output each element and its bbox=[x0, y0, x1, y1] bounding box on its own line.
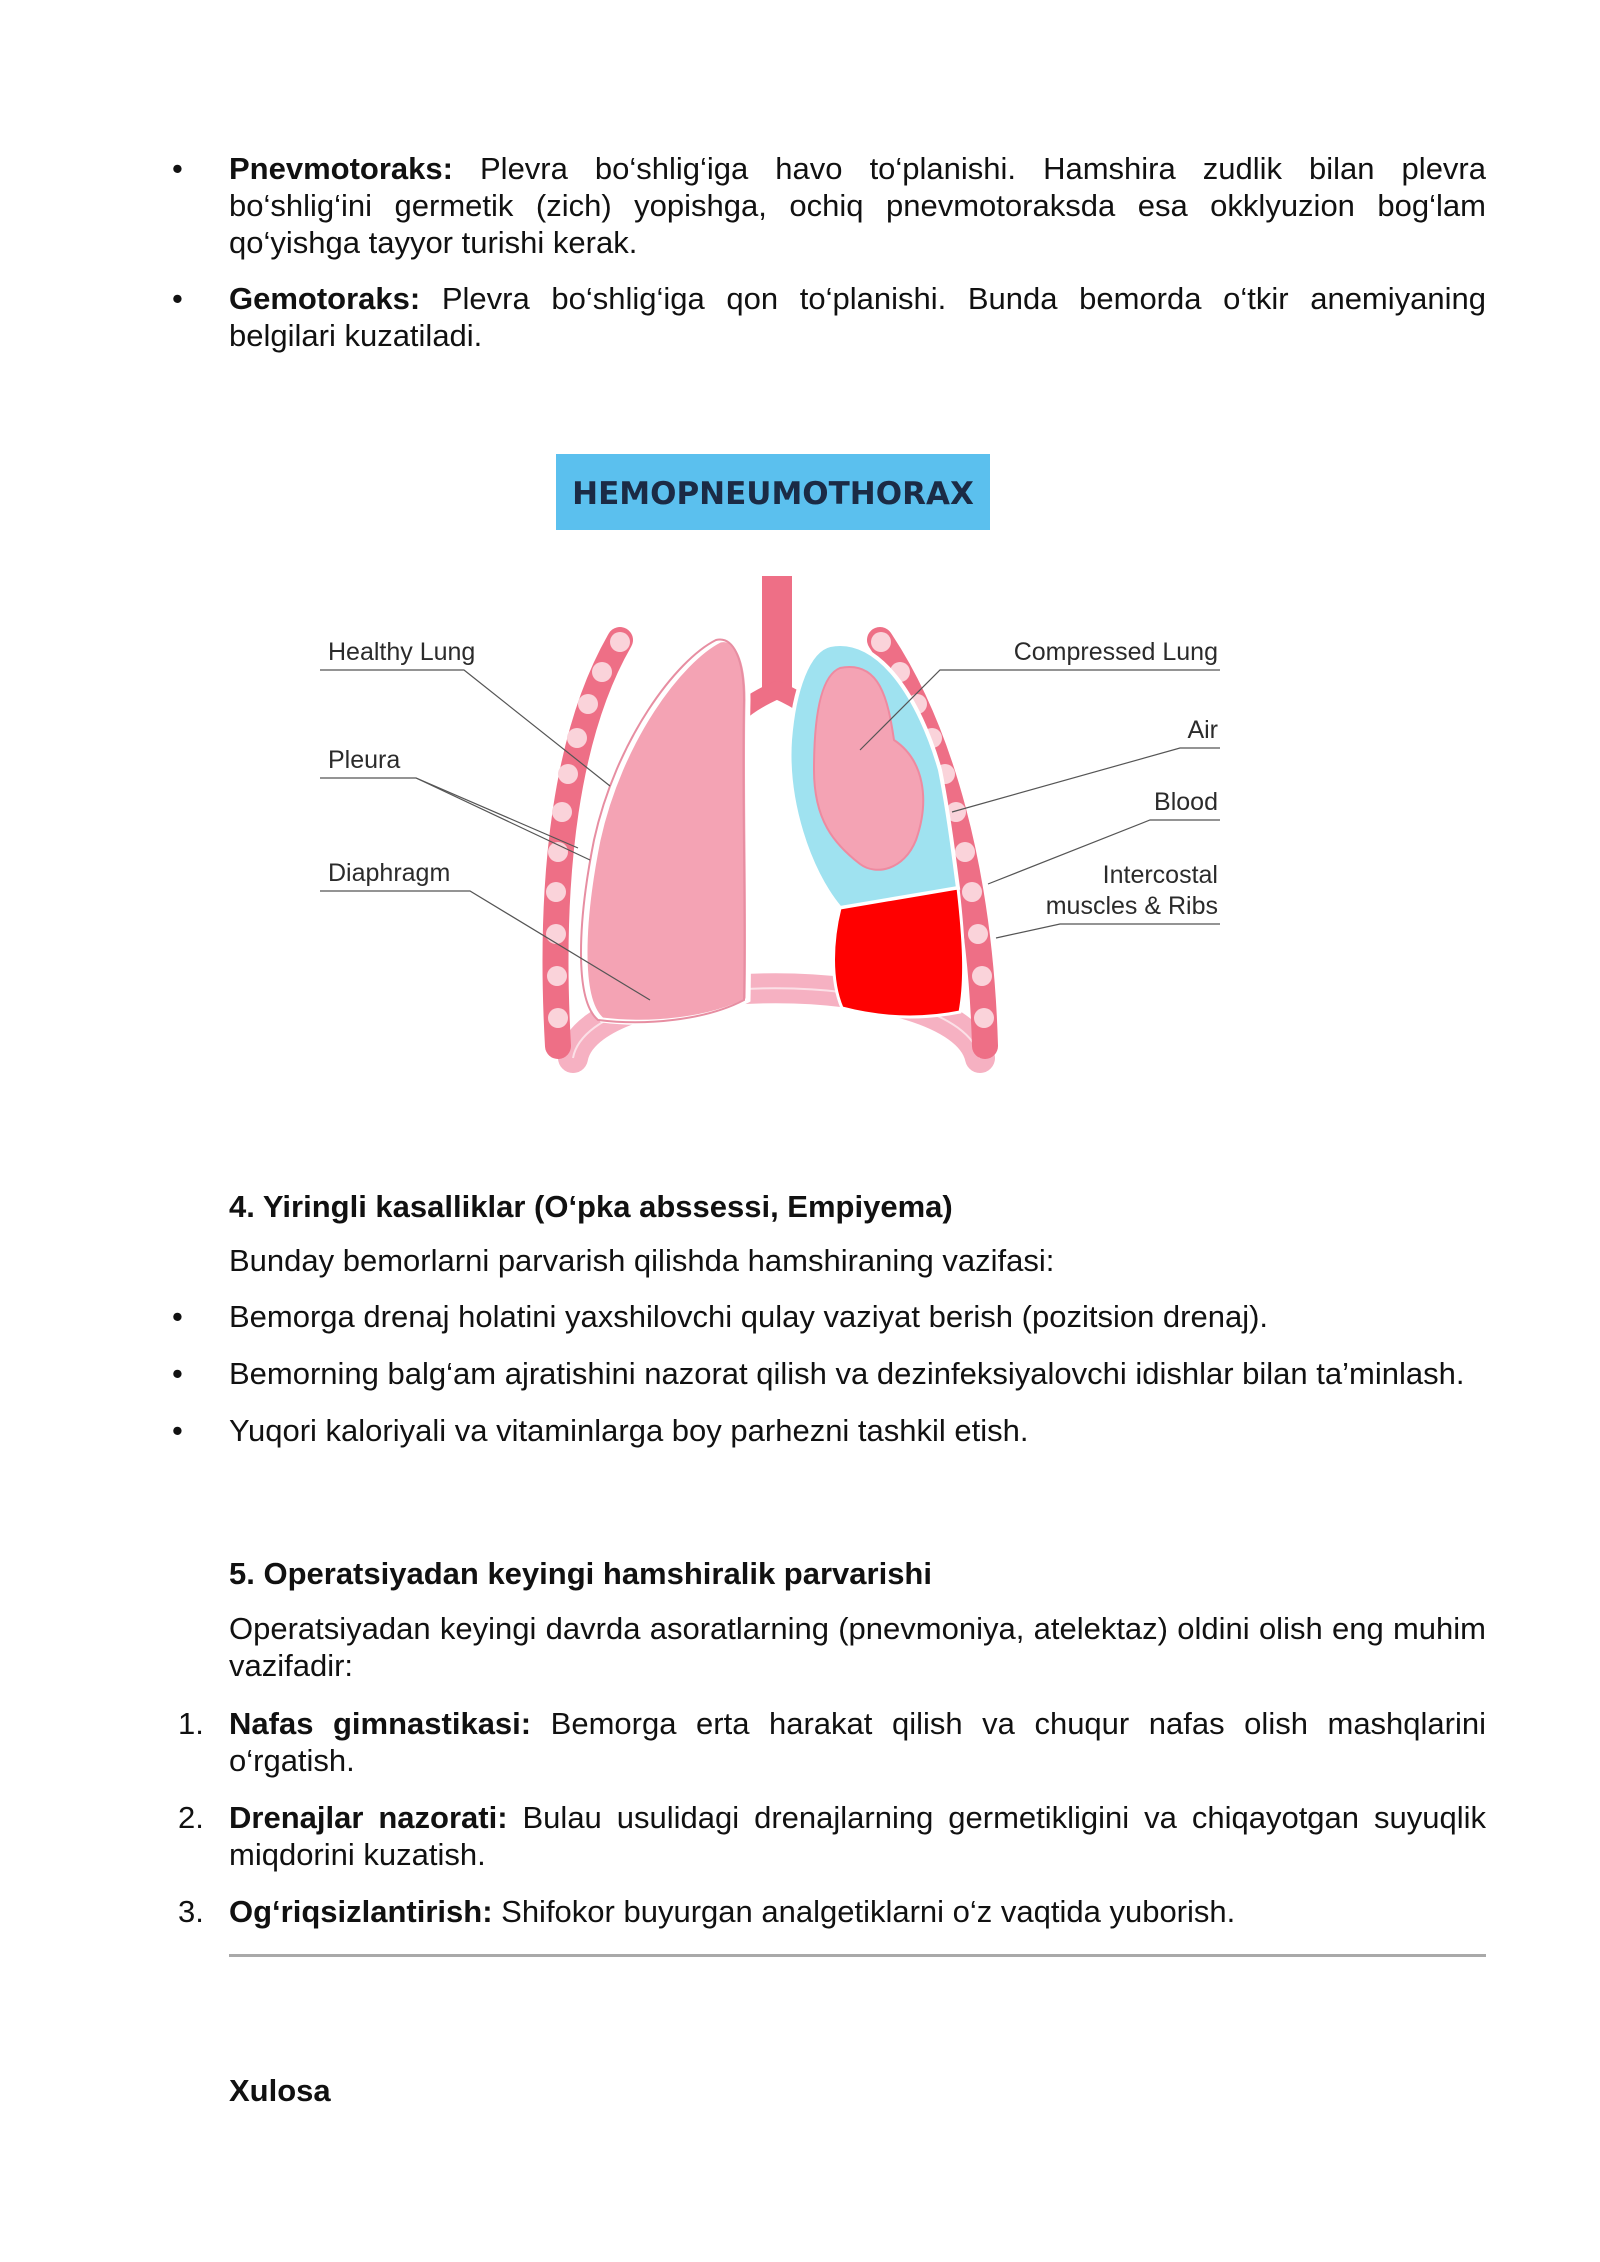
rib-dot bbox=[578, 694, 598, 714]
section4-bullet-list bbox=[0, 1298, 1600, 1449]
conclusion-heading: Xulosa bbox=[229, 2073, 331, 2108]
section4-heading: 4. Yiringli kasalliklar (O‘pka abssessi, Empiyema) bbox=[229, 1189, 953, 1224]
section4-intro: Bunday bemorlarni parvarish qilishda hamshiraning vazifasi: bbox=[229, 1243, 1055, 1278]
rib-dot bbox=[610, 632, 630, 652]
term-ogriqsizlantirish: Og‘riqsizlantirish: bbox=[229, 1894, 493, 1929]
ogriqsizlantirish-text: Shifokor buyurgan analgetiklarni o‘z vaqtida yuborish. bbox=[492, 1894, 1236, 1929]
list-item bbox=[0, 1705, 1600, 1779]
leader-lines bbox=[320, 670, 1220, 1000]
list-item bbox=[0, 1799, 1600, 1873]
rib-dot bbox=[592, 662, 612, 682]
gemotoraks-text: Plevra bo‘shlig‘iga qon to‘planishi. Bunda bemorda o‘tkir anemiyaning belgilari kuzatiladi. bbox=[229, 281, 1486, 353]
label-intercostal-2: muscles & Ribs bbox=[1045, 892, 1218, 920]
label-pleura: Pleura bbox=[328, 746, 401, 774]
list-number: 2. bbox=[178, 1800, 204, 1835]
drenajlar-nazorati-text: Bulau usulidagi drenajlarning germetikligini va chiqayotgan suyuqlik miqdorini kuzatish. bbox=[229, 1800, 1486, 1872]
rib-dot bbox=[548, 1008, 568, 1028]
list-item bbox=[0, 150, 1600, 261]
rib-dot bbox=[962, 882, 982, 902]
leader-pleura-a bbox=[320, 778, 578, 848]
nafas-gimnastikasi-text: Bemorga erta harakat qilish va chuqur nafas olish mashqlarini o‘rgatish. bbox=[229, 1706, 1487, 1778]
section4-bullet-3: Yuqori kaloriyali va vitaminlarga boy parhezni tashkil etish. bbox=[229, 1413, 1029, 1448]
list-item bbox=[0, 1893, 1600, 1930]
trachea bbox=[762, 576, 792, 696]
bullet-marker: • bbox=[172, 1356, 183, 1391]
horizontal-rule bbox=[229, 1954, 1486, 1957]
rib-dot bbox=[968, 924, 988, 944]
rib-dot bbox=[955, 842, 975, 862]
list-item bbox=[0, 1412, 1600, 1449]
bullet-marker: • bbox=[172, 1413, 183, 1448]
rib-dot bbox=[558, 764, 578, 784]
bullet-marker: • bbox=[172, 281, 183, 316]
leader-intercostal bbox=[996, 924, 1220, 938]
term-drenajlar-nazorati: Drenajlar nazorati: bbox=[229, 1800, 508, 1835]
term-gemotoraks: Gemotoraks: bbox=[229, 281, 421, 316]
list-item bbox=[0, 280, 1600, 354]
list-item bbox=[0, 1298, 1600, 1335]
label-intercostal-1: Intercostal bbox=[1102, 861, 1218, 889]
section5-heading: 5. Operatsiyadan keyingi hamshiralik parvarishi bbox=[229, 1556, 932, 1591]
term-nafas-gimnastikasi: Nafas gimnastikasi: bbox=[229, 1706, 532, 1741]
rib-dot bbox=[972, 966, 992, 986]
bullet-marker: • bbox=[172, 1299, 183, 1334]
healthy-lung-shape bbox=[585, 640, 749, 1023]
term-pnevmotoraks: Pnevmotoraks: bbox=[229, 151, 453, 186]
list-number: 3. bbox=[178, 1894, 204, 1929]
rib-dot bbox=[552, 802, 572, 822]
pnevmotoraks-text: Plevra bo‘shlig‘iga havo to‘planishi. Hamshira zudlik bilan plevra bo‘shlig‘ini germetik (zich) yopishga, ochiq pnevmotoraksda esa okklyuzion bog‘lam qo‘yishga tayyor turishi kerak. bbox=[229, 151, 1486, 260]
section5-numbered-list bbox=[0, 1705, 1600, 1930]
label-air: Air bbox=[1187, 716, 1218, 744]
figure-title: HEMOPNEUMOTHORAX bbox=[572, 476, 974, 512]
section4-bullet-2: Bemorning balg‘am ajratishini nazorat qilish va dezinfeksiyalovchi idishlar bilan ta’minlash. bbox=[229, 1356, 1465, 1391]
rib-dot bbox=[547, 966, 567, 986]
hemopneumothorax-figure bbox=[320, 440, 1240, 1080]
label-blood: Blood bbox=[1154, 788, 1218, 816]
blood-pool bbox=[834, 888, 964, 1017]
label-compressed-lung: Compressed Lung bbox=[1013, 638, 1218, 666]
bullet-marker: • bbox=[172, 151, 183, 186]
list-item bbox=[0, 1355, 1600, 1392]
section5-intro: Operatsiyadan keyingi davrda asoratlarning (pnevmoniya, atelektaz) oldini olish eng muhim vazifadir: bbox=[229, 1611, 1486, 1683]
rib-dot bbox=[871, 632, 891, 652]
rib-dot bbox=[546, 924, 566, 944]
list-number: 1. bbox=[178, 1706, 204, 1741]
label-healthy-lung: Healthy Lung bbox=[328, 638, 476, 666]
rib-dot bbox=[974, 1008, 994, 1028]
rib-dot bbox=[546, 882, 566, 902]
label-diaphragm: Diaphragm bbox=[328, 859, 451, 887]
top-bullet-list bbox=[0, 150, 1600, 354]
rib-dot bbox=[567, 728, 587, 748]
section4-bullet-1: Bemorga drenaj holatini yaxshilovchi qulay vaziyat berish (pozitsion drenaj). bbox=[229, 1299, 1269, 1334]
